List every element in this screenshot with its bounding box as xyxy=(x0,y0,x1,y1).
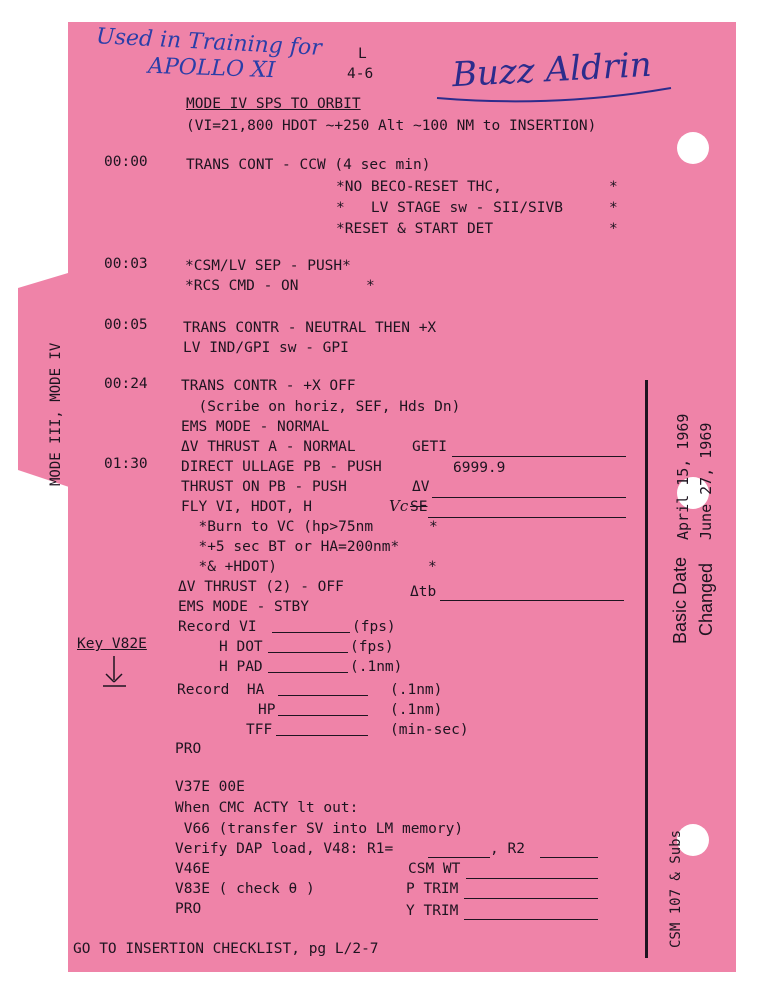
unit: (.1nm) xyxy=(350,659,403,675)
star: * xyxy=(366,278,375,294)
y-trim-blank xyxy=(464,919,598,920)
step-line: LV IND/GPI sw - GPI xyxy=(183,340,349,356)
step-line: TRANS CONTR - +X OFF xyxy=(181,378,356,394)
side-rule xyxy=(645,380,648,958)
basic-date-label: Basic Date xyxy=(670,556,690,644)
step-line: *& +HDOT) xyxy=(181,559,278,575)
r2-blank xyxy=(540,857,598,858)
page-number: 4-6 xyxy=(347,66,374,82)
changed-value: June 27, 1969 xyxy=(697,422,715,540)
dtb-blank xyxy=(440,600,624,601)
unit: (.1nm) xyxy=(390,682,443,698)
step-line: *Burn to VC (hp>75nm xyxy=(181,519,374,535)
handwritten-vc: Vc xyxy=(389,497,409,515)
footer-instruction: GO TO INSERTION CHECKLIST, pg L/2-7 xyxy=(73,941,379,957)
tail-line: V83E ( check θ ) xyxy=(175,881,315,897)
star: * xyxy=(609,179,618,195)
r1-blank xyxy=(428,857,490,858)
star: * xyxy=(429,519,438,535)
step-line: DIRECT ULLAGE PB - PUSH xyxy=(181,459,382,475)
star: * xyxy=(428,559,437,575)
key-note-arrow xyxy=(100,654,130,690)
step-line: FLY VI, HDOT, H xyxy=(181,499,312,515)
csm-wt-blank xyxy=(466,878,598,879)
tab-label: MODE III, MODE IV xyxy=(48,342,64,486)
record-vi-label: Record VI xyxy=(178,619,257,635)
signature: Buzz Aldrin xyxy=(451,44,653,96)
ev-suffix: SE xyxy=(410,499,428,515)
step-line: EMS MODE - STBY xyxy=(178,599,309,615)
time-0130: 01:30 xyxy=(104,456,148,472)
step-line: *RCS CMD - ON xyxy=(185,278,299,294)
p-trim-blank xyxy=(464,898,598,899)
hpad-blank xyxy=(268,672,348,673)
tail-line: Verify DAP load, V48: R1= xyxy=(175,841,394,857)
pro-line: PRO xyxy=(175,741,202,757)
tail-line: V46E xyxy=(175,861,210,877)
dv-blank xyxy=(432,497,626,498)
hdot-blank xyxy=(268,652,348,653)
step-line: *+5 sec BT or HA=200nm* xyxy=(181,539,400,555)
time-0000: 00:00 xyxy=(104,154,148,170)
step-line: TRANS CONTR - NEUTRAL THEN +X xyxy=(183,320,437,336)
handwritten-note-line1: Used in Training for xyxy=(95,24,323,61)
time-0005: 00:05 xyxy=(104,317,148,333)
ev-blank xyxy=(428,517,626,518)
unit: (.1nm) xyxy=(390,702,443,718)
handwritten-note-line2: APOLLO XI xyxy=(147,53,276,84)
tail-line: When CMC ACTY lt out: xyxy=(175,800,359,816)
step-line: * LV STAGE sw - SII/SIVB xyxy=(336,200,563,216)
star: * xyxy=(609,221,618,237)
punch-hole-top xyxy=(677,132,709,164)
hp-label: HP xyxy=(258,702,276,718)
signature-underline xyxy=(435,82,675,106)
step-line: EMS MODE - NORMAL xyxy=(181,419,330,435)
tail-line: V66 (transfer SV into LM memory) xyxy=(175,821,464,837)
csm-reference: CSM 107 & Subs xyxy=(668,829,684,948)
time-0024: 00:24 xyxy=(104,376,148,392)
unit: (min-sec) xyxy=(390,722,469,738)
csm-wt-label: CSM WT xyxy=(408,861,461,877)
step-line: ΔV THRUST (2) - OFF xyxy=(178,579,344,595)
step-line: *NO BECO-RESET THC, xyxy=(336,179,502,195)
tff-blank xyxy=(276,735,368,736)
basic-date-value: April 15, 1969 xyxy=(674,413,692,540)
unit: (fps) xyxy=(350,639,394,655)
dtb-label: Δtb xyxy=(410,584,437,600)
page-title: MODE IV SPS TO ORBIT xyxy=(186,96,361,112)
geti-value: 6999.9 xyxy=(453,460,506,476)
hp-blank xyxy=(278,715,368,716)
star: * xyxy=(609,200,618,216)
dv-label: ΔV xyxy=(412,479,430,495)
hpad-label: H PAD xyxy=(219,659,263,675)
section-letter: L xyxy=(358,46,367,62)
p-trim-label: P TRIM xyxy=(406,881,459,897)
unit: (fps) xyxy=(352,619,396,635)
tff-label: TFF xyxy=(246,722,273,738)
tail-line: V37E 00E xyxy=(175,779,245,795)
key-note: Key V82E xyxy=(77,636,147,652)
step-line: ΔV THRUST A - NORMAL xyxy=(181,439,356,455)
time-0003: 00:03 xyxy=(104,256,148,272)
step-line: THRUST ON PB - PUSH xyxy=(181,479,347,495)
record-ha-label: Record HA xyxy=(177,682,265,698)
r2-label: , R2 xyxy=(490,841,525,857)
pro-line: PRO xyxy=(175,901,202,917)
step-line: (Scribe on horiz, SEF, Hds Dn) xyxy=(181,399,461,415)
record-vi-blank xyxy=(272,632,350,633)
step-line: TRANS CONT - CCW (4 sec min) xyxy=(186,157,431,173)
subtitle: (VI=21,800 HDOT ~+250 Alt ~100 NM to INSERTION) xyxy=(186,118,597,134)
y-trim-label: Y TRIM xyxy=(406,903,459,919)
geti-label: GETI xyxy=(412,439,447,455)
ha-blank xyxy=(278,695,368,696)
geti-blank xyxy=(452,456,626,457)
step-line: *CSM/LV SEP - PUSH* xyxy=(185,258,351,274)
step-line: *RESET & START DET xyxy=(336,221,494,237)
hdot-label: H DOT xyxy=(219,639,263,655)
changed-label: Changed xyxy=(696,562,716,636)
